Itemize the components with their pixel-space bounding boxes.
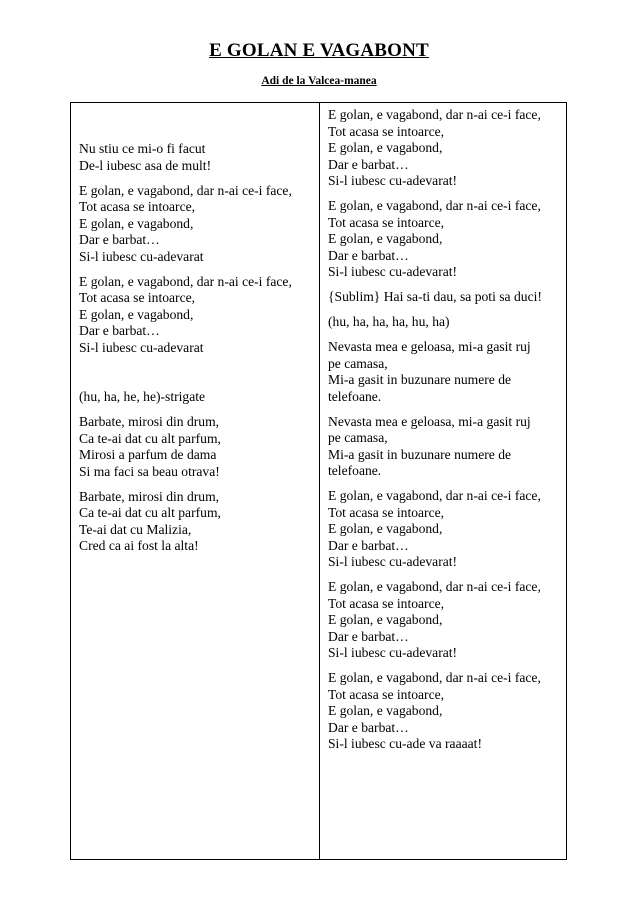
lyric-line: Si-l iubesc cu-adevarat! bbox=[328, 264, 458, 279]
lyric-line: (hu, ha, he, he)-strigate bbox=[79, 389, 206, 404]
lyric-line: E golan, e vagabond, bbox=[79, 215, 194, 231]
lyric-line: Tot acasa se intoarce, bbox=[328, 214, 445, 230]
lyric-line: Dar e barbat… bbox=[328, 719, 409, 735]
stanza bbox=[79, 141, 315, 174]
lyrics-column-right bbox=[320, 103, 566, 859]
lyric-line: Te-ai dat cu Malizia, bbox=[79, 521, 192, 537]
lyric-line: Dar e barbat… bbox=[328, 156, 409, 172]
lyric-line: {Sublim} Hai sa-ti dau, sa poti sa duci! bbox=[328, 289, 542, 304]
lyric-line: E golan, e vagabond, dar n-ai ce-i face, bbox=[328, 579, 541, 594]
lyric-line: E golan, e vagabond, dar n-ai ce-i face, bbox=[328, 198, 541, 213]
stanza bbox=[79, 183, 315, 266]
stanza bbox=[328, 314, 564, 331]
lyric-line: E golan, e vagabond, dar n-ai ce-i face, bbox=[79, 273, 292, 289]
lyric-line: Nevasta mea e geloasa, mi-a gasit ruj bbox=[328, 413, 531, 429]
lyric-line: Si-l iubesc cu-adevarat! bbox=[328, 173, 458, 188]
lyric-line: Barbate, mirosi din drum, bbox=[79, 414, 220, 429]
lyric-line: E golan, e vagabond, dar n-ai ce-i face, bbox=[79, 182, 292, 198]
song-title: E GOLAN E VAGABONT bbox=[209, 40, 429, 61]
stanza bbox=[328, 198, 564, 281]
lyric-line: E golan, e vagabond, dar n-ai ce-i face, bbox=[328, 107, 541, 122]
lyric-line: E golan, e vagabond, bbox=[328, 703, 443, 718]
stanza bbox=[328, 107, 564, 190]
lyric-line: Cred ca ai fost la alta! bbox=[79, 538, 199, 553]
lyric-line: Dar e barbat… bbox=[79, 232, 160, 247]
stanza bbox=[328, 339, 564, 405]
lyric-line: Tot acasa se intoarce, bbox=[79, 199, 196, 214]
lyric-line: E golan, e vagabond, dar n-ai ce-i face, bbox=[328, 670, 541, 685]
lyric-line: Nevasta mea e geloasa, mi-a gasit ruj bbox=[328, 339, 531, 354]
lyric-line: Dar e barbat… bbox=[328, 537, 409, 553]
lyric-line: Tot acasa se intoarce, bbox=[328, 504, 445, 520]
lyric-line: De-l iubesc asa de mult! bbox=[79, 157, 212, 173]
lyric-line: Si-l iubesc cu-adevarat! bbox=[328, 554, 458, 569]
stanza bbox=[328, 414, 564, 480]
lyric-line: E golan, e vagabond, dar n-ai ce-i face, bbox=[328, 488, 541, 503]
lyric-line: Tot acasa se intoarce, bbox=[79, 290, 196, 305]
lyric-line: Ca te-ai dat cu alt parfum, bbox=[79, 505, 221, 520]
lyrics-table bbox=[70, 102, 567, 860]
lyric-line: Si-l iubesc cu-ade va raaaat! bbox=[328, 736, 482, 751]
lyric-line: pe camasa, bbox=[328, 430, 388, 445]
stanza bbox=[328, 289, 564, 306]
lyric-line: E golan, e vagabond, bbox=[328, 612, 443, 627]
lyric-line: Dar e barbat… bbox=[79, 323, 160, 338]
lyric-line: E golan, e vagabond, bbox=[328, 140, 443, 155]
lyric-line: pe camasa, bbox=[328, 355, 388, 371]
lyric-line: E golan, e vagabond, bbox=[328, 521, 443, 536]
lyric-line: (hu, ha, ha, ha, hu, ha) bbox=[328, 314, 450, 329]
lyric-line: Tot acasa se intoarce, bbox=[328, 595, 445, 611]
lyric-line: Mi-a gasit in buzunare numere de bbox=[328, 446, 512, 462]
stanza bbox=[328, 670, 564, 753]
lyric-line: Si-l iubesc cu-adevarat! bbox=[328, 645, 458, 660]
lyric-line: Dar e barbat… bbox=[328, 247, 409, 263]
lyric-line: telefoane. bbox=[328, 388, 382, 404]
lyric-line: E golan, e vagabond, bbox=[328, 231, 443, 246]
lyric-line: Si ma faci sa beau otrava! bbox=[79, 463, 220, 479]
lyric-line: telefoane. bbox=[328, 463, 382, 478]
lyric-line: Si-l iubesc cu-adevarat bbox=[79, 339, 204, 355]
lyric-line: Mi-a gasit in buzunare numere de bbox=[328, 372, 512, 387]
song-artist: Adi de la Valcea-manea bbox=[261, 75, 377, 87]
lyric-line: Nu stiu ce mi-o fi facut bbox=[79, 141, 206, 156]
stanza bbox=[328, 579, 564, 662]
lyric-line: Dar e barbat… bbox=[328, 628, 409, 644]
lyric-line: Si-l iubesc cu-adevarat bbox=[79, 248, 204, 264]
lyrics-column-left bbox=[71, 103, 320, 859]
lyric-line: Mirosi a parfum de dama bbox=[79, 447, 217, 462]
lyric-line: Barbate, mirosi din drum, bbox=[79, 488, 220, 504]
stanza bbox=[79, 489, 315, 555]
stanza bbox=[79, 274, 315, 357]
stanza bbox=[79, 414, 315, 480]
lyric-line: Tot acasa se intoarce, bbox=[328, 123, 445, 139]
lyric-line: Ca te-ai dat cu alt parfum, bbox=[79, 430, 221, 446]
lyric-line: Tot acasa se intoarce, bbox=[328, 686, 445, 702]
stanza bbox=[328, 488, 564, 571]
lyric-line: E golan, e vagabond, bbox=[79, 306, 194, 322]
stanza bbox=[79, 389, 315, 406]
